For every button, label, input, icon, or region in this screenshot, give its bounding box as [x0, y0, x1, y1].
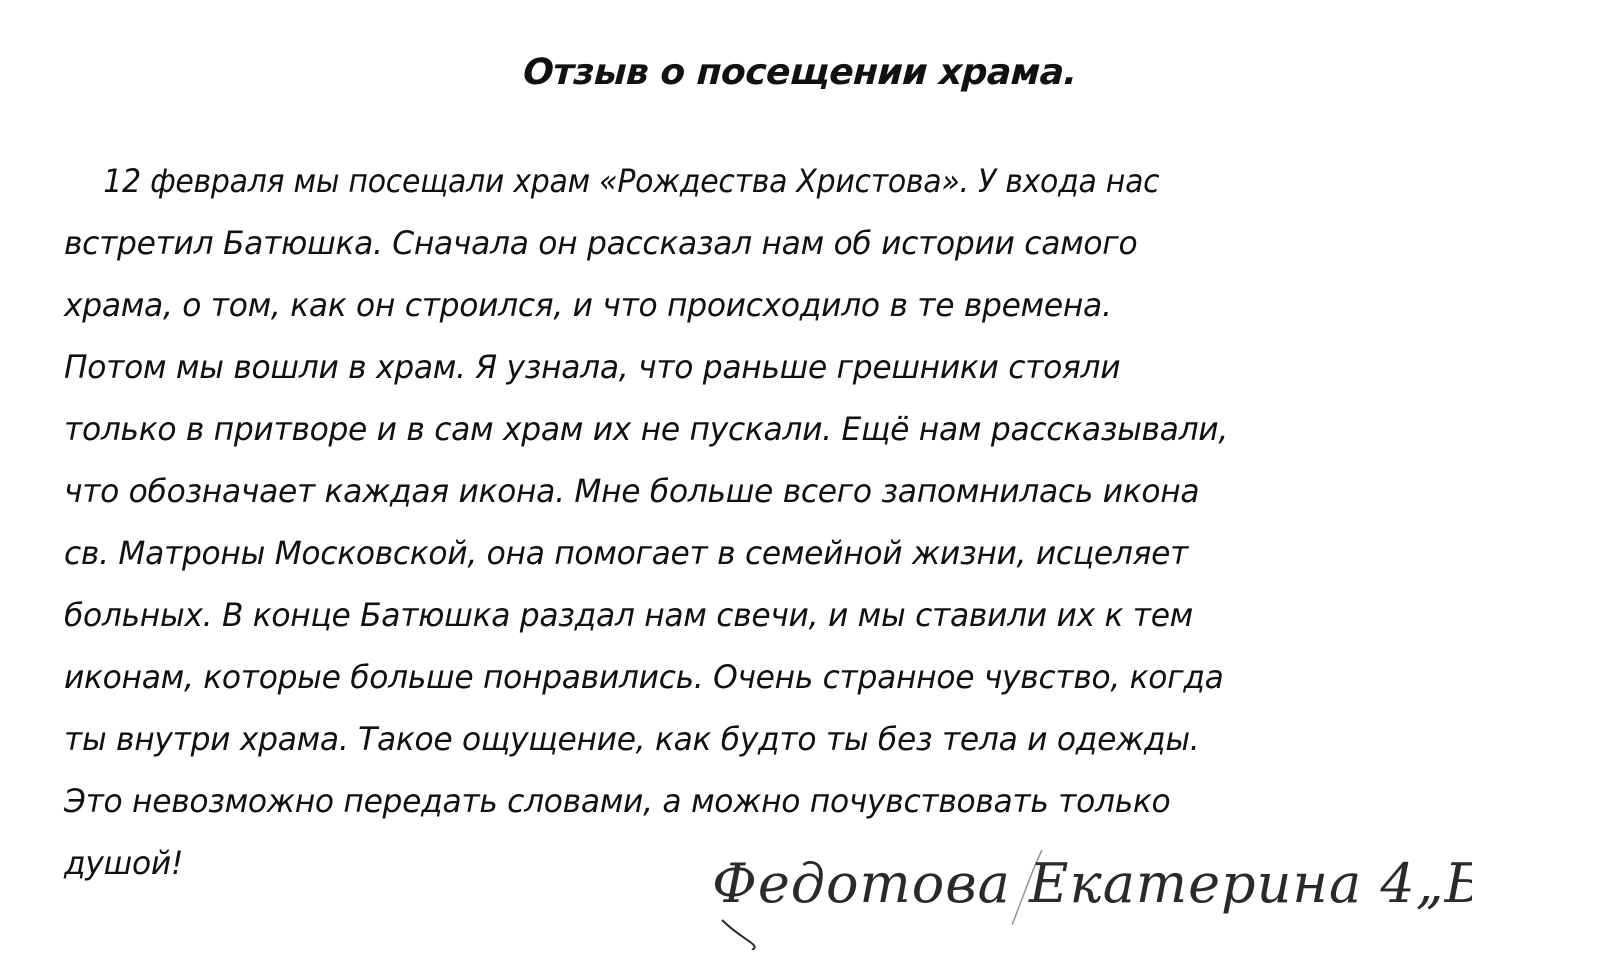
body-line: только в притворе и в сам храм их не пускали. Ещё нам рассказывали, [64, 410, 1229, 448]
body-line: 12 февраля мы посещали храм «Рождества Христова». У входа нас [103, 162, 1160, 200]
signature-text: Федотова Екатерина 4„Б" [712, 852, 1472, 915]
body-line: храма, о том, как он строился, и что происходило в те времена. [64, 286, 1112, 324]
body-line: душой! [64, 844, 184, 882]
body-line: Потом мы вошли в храм. Я узнала, что раньше грешники стояли [64, 348, 1121, 386]
body-line: св. Матроны Московской, она помогает в семейной жизни, исцеляет [64, 534, 1189, 572]
handwritten-signature [712, 830, 1472, 950]
document-body [64, 150, 1464, 894]
document-title: Отзыв о посещении храма. [522, 52, 1078, 93]
body-line: иконам, которые больше понравились. Очень странное чувство, когда [64, 658, 1224, 696]
body-line: встретил Батюшка. Сначала он рассказал нам об истории самого [64, 224, 1138, 262]
body-line: ты внутри храма. Такое ощущение, как будто ты без тела и одежды. [64, 720, 1200, 758]
body-line: Это невозможно передать словами, а можно почувствовать только [64, 782, 1171, 820]
body-line: больных. В конце Батюшка раздал нам свечи, и мы ставили их к тем [64, 596, 1194, 634]
body-line: что обозначает каждая икона. Мне больше всего запомнилась икона [64, 472, 1200, 510]
